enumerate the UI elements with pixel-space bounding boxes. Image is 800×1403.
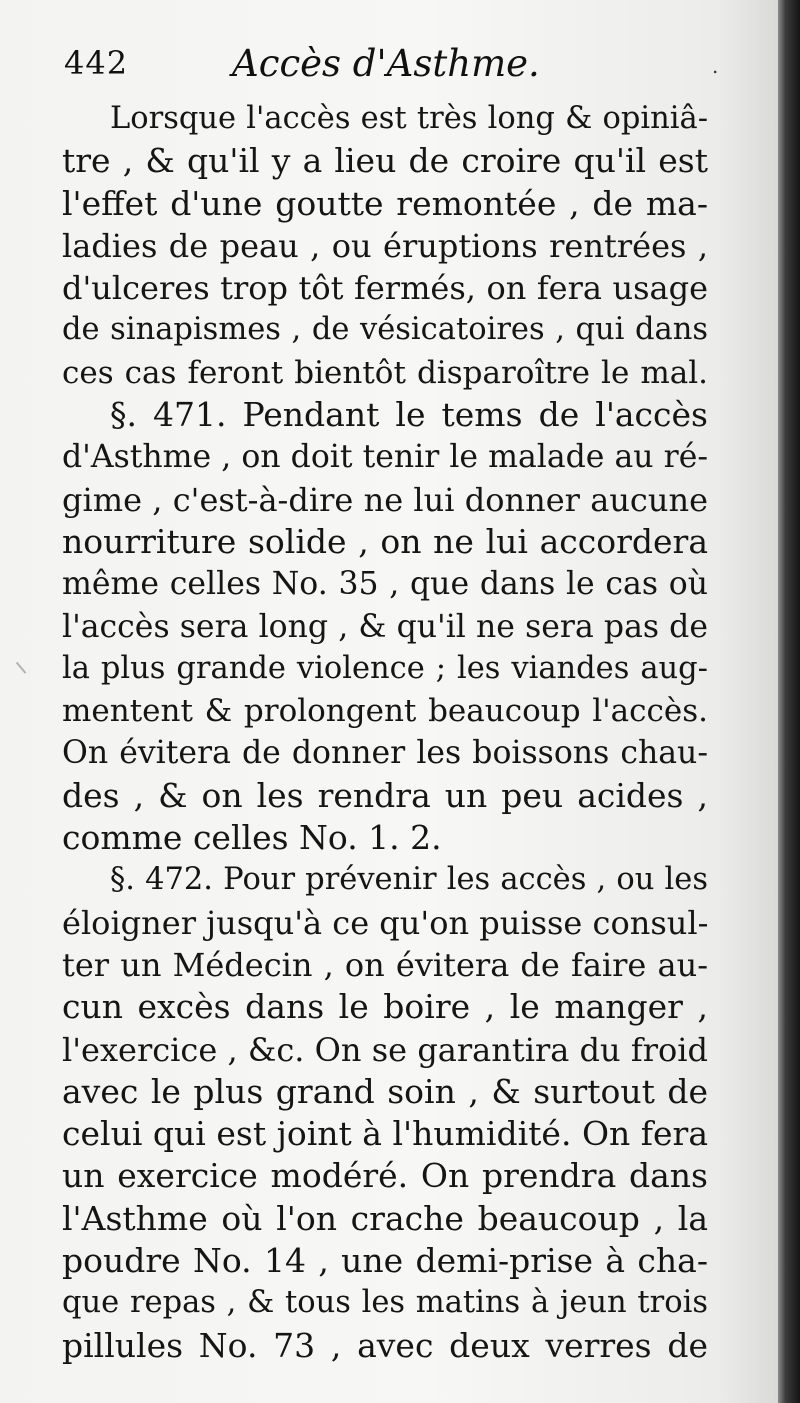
text-line: On évitera de donner les boissons chau- <box>62 735 708 772</box>
text-line: que repas , & tous les matins à jeun trois <box>62 1285 708 1321</box>
text-line: ces cas feront bientôt disparoître le mal. <box>62 354 708 391</box>
margin-mark <box>16 650 40 674</box>
text-line: d'ulceres trop tôt fermés, on fera usage <box>62 269 708 308</box>
text-line: gime , c'est-à-dire ne lui donner aucune <box>62 480 708 519</box>
text-line: comme celles No. 1. 2. <box>62 818 442 858</box>
text-line: d'Asthme , on doit tenir le malade au ré- <box>62 439 708 476</box>
text-line: de sinapismes , de vésicatoires , qui dans <box>62 312 708 348</box>
text-line: nourriture solide , on ne lui accordera <box>62 521 708 561</box>
text-line: poudre No. 14 , une demi-prise à cha- <box>62 1241 708 1281</box>
text-line: Lorsque l'accès est très long & opiniâ- <box>110 101 708 136</box>
text-line: cun excès dans le boire , le manger , <box>62 987 708 1027</box>
text-line: §. 472. Pour prévenir les accès , ou les <box>110 862 708 898</box>
text-line: pillules No. 73 , avec deux verres de <box>62 1325 708 1365</box>
text-line: celui qui est joint à l'humidité. On fera <box>62 1114 708 1154</box>
page-edge-shadow <box>778 0 800 1403</box>
text-line: la plus grande violence ; les viandes aug- <box>62 650 708 686</box>
text-line: l'Asthme où l'on crache beaucoup , la <box>62 1198 708 1238</box>
text-line: des , & on les rendra un peu acides , <box>62 775 708 815</box>
text-line: éloigner jusqu'à ce qu'on puisse consul- <box>62 903 708 942</box>
text-line: l'exercice , &c. On se garantira du froid <box>62 1030 708 1069</box>
text-line: avec le plus grand soin , & surtout de <box>62 1071 708 1111</box>
text-line: un exercice modéré. On prendra dans <box>62 1156 708 1196</box>
text-line: même celles No. 35 , que dans le cas où <box>62 566 708 603</box>
text-line: mentent & prolongent beaucoup l'accès. <box>62 693 708 730</box>
text-line: §. 471. Pendant le tems de l'accès <box>110 395 708 435</box>
body-text <box>62 98 708 1367</box>
header-mark: . <box>712 54 719 78</box>
text-line: tre , & qu'il y a lieu de croire qu'il est <box>62 141 708 181</box>
text-line: ladies de peau , ou éruptions rentrées , <box>62 226 708 265</box>
running-title: Accès d'Asthme. <box>232 42 540 85</box>
text-line: ter un Médecin , on évitera de faire au- <box>62 945 708 984</box>
text-line: l'effet d'une goutte remontée , de ma- <box>62 183 708 223</box>
page-header <box>60 38 720 98</box>
text-line: l'accès sera long , & qu'il ne sera pas de <box>62 608 708 645</box>
page-number: 442 <box>64 44 129 82</box>
